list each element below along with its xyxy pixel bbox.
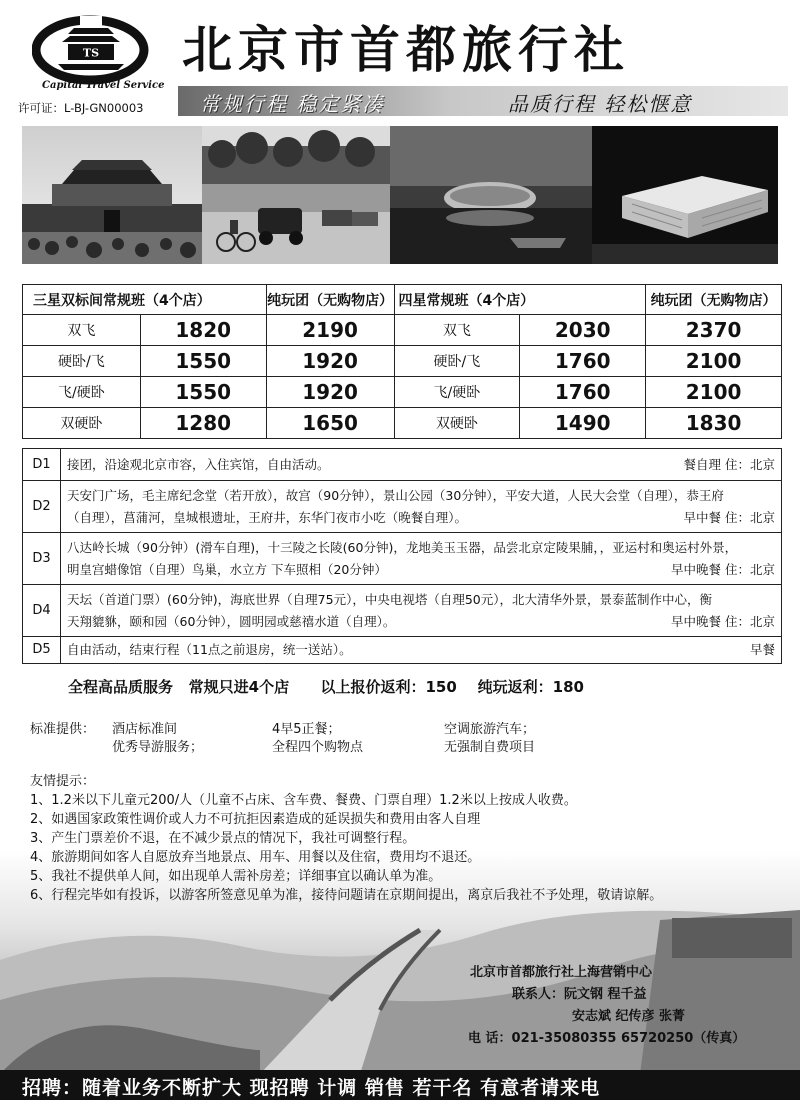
day-line: 天坛（首道门票）(60分钟)，海底世界（自理75元），中央电视塔（自理50元），北大清华外景，景泰蓝制作中心，衡 (67, 591, 712, 607)
price-header-left-pure: 纯玩团（无购物店） (266, 285, 394, 315)
price-table (22, 284, 782, 439)
price-header-right: 四星常规班（4个店） (394, 285, 646, 315)
svg-text:TS: TS (82, 46, 100, 60)
standard-item: 全程四个购物点 (272, 740, 364, 755)
price-value: 1920 (266, 377, 394, 408)
day-details (61, 585, 782, 637)
day-line: 天安门广场，毛主席纪念堂（若开放），故宫（90分钟），景山公园（30分钟），平安大道，人民大会堂（自理），恭王府 (67, 487, 724, 503)
standard-item: 4早5正餐； (272, 722, 341, 737)
page-title: 北京市首都旅行社 (182, 21, 630, 79)
day-line: 接团，沿途观北京市容，入住宾馆，自由活动。 (67, 456, 330, 472)
contact-org: 北京市首都旅行社上海营销中心 (470, 965, 653, 980)
day-details (61, 533, 782, 585)
meal-info: 早中晚餐 住：北京 (671, 613, 775, 629)
price-value: 2100 (646, 377, 782, 408)
day-label: D3 (23, 533, 61, 585)
price-value: 1760 (520, 346, 646, 377)
itinerary-row (23, 637, 782, 664)
tip-item: 5、我社不提供单人间，如出现单人需补房差；详细事宜以确认单为准。 (30, 869, 442, 884)
day-line: 自由活动，结束行程（11点之前退房，统一送站）。 (67, 642, 352, 657)
contact-people: 联系人：阮文钢 程千益 (512, 987, 647, 1002)
slogan-left: 常规行程 稳定紧凑 (200, 92, 385, 116)
tip-item: 6、行程完毕如有投诉，以游客所签意见单为准，接待问题请在京期间提出，离京后我社不予处理，敬请谅解。 (30, 888, 663, 903)
contact-block (470, 962, 745, 1050)
price-label: 硬卧/飞 (23, 346, 141, 377)
day-label: D1 (23, 449, 61, 481)
price-value: 1830 (646, 408, 782, 439)
day-line: 八达岭长城（90分钟）(滑车自理)，十三陵之长陵(60分钟)，龙地美玉玉器，品尝北京定陵果脯，，亚运村和奥运村外景， (67, 539, 738, 555)
price-value: 2190 (266, 315, 394, 346)
recruitment-banner: 招聘：随着业务不断扩大 现招聘 计调 销售 若干名 有意者请来电 (0, 1070, 800, 1100)
tips-section (30, 772, 790, 905)
tiananmen-photo (22, 126, 202, 264)
standard-item: 酒店标准间 (112, 722, 178, 737)
standard-item: 无强制自费项目 (444, 740, 536, 755)
day-line: （自理），菖蒲河，皇城根遗址，王府井，东华门夜市小吃（晚餐自理）。 (67, 509, 468, 525)
day-details (61, 481, 782, 533)
meal-info: 早中餐 住：北京 (683, 509, 775, 525)
standards-label: 标准提供： (30, 722, 96, 737)
price-label: 硬卧/飞 (394, 346, 520, 377)
day-label: D2 (23, 481, 61, 533)
water-cube-photo (592, 126, 778, 264)
rickshaw-lake-photo (202, 126, 390, 264)
itinerary-row (23, 449, 782, 481)
logo-subtitle: Capital Travel Service (42, 80, 165, 91)
price-value: 1920 (266, 346, 394, 377)
table-row (23, 346, 782, 377)
standard-item: 优秀导游服务； (112, 740, 204, 755)
price-label: 飞/硬卧 (394, 377, 520, 408)
price-label: 双硬卧 (23, 408, 141, 439)
meal-info: 餐自理 住：北京 (683, 456, 775, 472)
contact-people: 安志斌 纪传彦 张菁 (572, 1009, 686, 1024)
itinerary-row (23, 481, 782, 533)
meal-info: 早中晚餐 住：北京 (671, 561, 775, 577)
price-value: 1550 (140, 346, 266, 377)
price-value: 1280 (140, 408, 266, 439)
day-line: 明皇宫蜡像馆（自理）鸟巢，水立方 下车照相（20分钟） (67, 561, 387, 577)
price-value: 2030 (520, 315, 646, 346)
price-header-right-pure: 纯玩团（无购物店） (646, 285, 782, 315)
birds-nest-photo (390, 126, 592, 264)
tip-item: 4、旅游期间如客人自愿放弃当地景点、用车、用餐以及住宿，费用均不退还。 (30, 850, 481, 865)
meal-info: 早餐 (749, 642, 775, 657)
price-value: 1820 (140, 315, 266, 346)
slogan-right: 品质行程 轻松惬意 (508, 92, 693, 116)
price-value: 1550 (140, 377, 266, 408)
table-row (23, 377, 782, 408)
day-details (61, 637, 782, 664)
price-header-left: 三星双标间常规班（4个店） (23, 285, 267, 315)
itinerary-row (23, 533, 782, 585)
day-details (61, 449, 782, 481)
price-label: 双飞 (23, 315, 141, 346)
standard-item: 空调旅游汽车； (444, 722, 536, 737)
slogan-bar (178, 86, 788, 116)
price-header-row (23, 285, 782, 315)
table-row (23, 315, 782, 346)
price-value: 2370 (646, 315, 782, 346)
table-row (23, 408, 782, 439)
license-number: 许可证：L-BJ-GN00003 (18, 101, 144, 115)
itinerary-table (22, 448, 782, 664)
tip-item: 2、如遇国家政策性调价或人力不可抗拒因素造成的延误损失和费用由客人自理 (30, 812, 481, 827)
contact-phone: 电 话：021-35080355 65720250（传真） (468, 1031, 746, 1046)
price-value: 2100 (646, 346, 782, 377)
tip-item: 3、产生门票差价不退，在不减少景点的情况下，我社可调整行程。 (30, 831, 416, 846)
service-summary: 全程高品质服务 常规只进4个店 以上报价返利：150 纯玩返利：180 (68, 678, 584, 696)
price-label: 飞/硬卧 (23, 377, 141, 408)
itinerary-row (23, 585, 782, 637)
day-label: D4 (23, 585, 61, 637)
header (0, 0, 800, 118)
price-label: 双硬卧 (394, 408, 520, 439)
price-value: 1760 (520, 377, 646, 408)
day-label: D5 (23, 637, 61, 664)
price-value: 1650 (266, 408, 394, 439)
price-value: 1490 (520, 408, 646, 439)
tips-title: 友情提示： (30, 774, 96, 789)
tip-item: 1、1.2米以下儿童元200/人（儿童不占床、含车费、餐费、门票自理）1.2米以上按成人收费。 (30, 793, 577, 808)
day-line: 天翔貔貅，颐和园（60分钟），圆明园或慈禧水道（自理）。 (67, 613, 396, 629)
photo-strip (22, 126, 778, 264)
price-label: 双飞 (394, 315, 520, 346)
